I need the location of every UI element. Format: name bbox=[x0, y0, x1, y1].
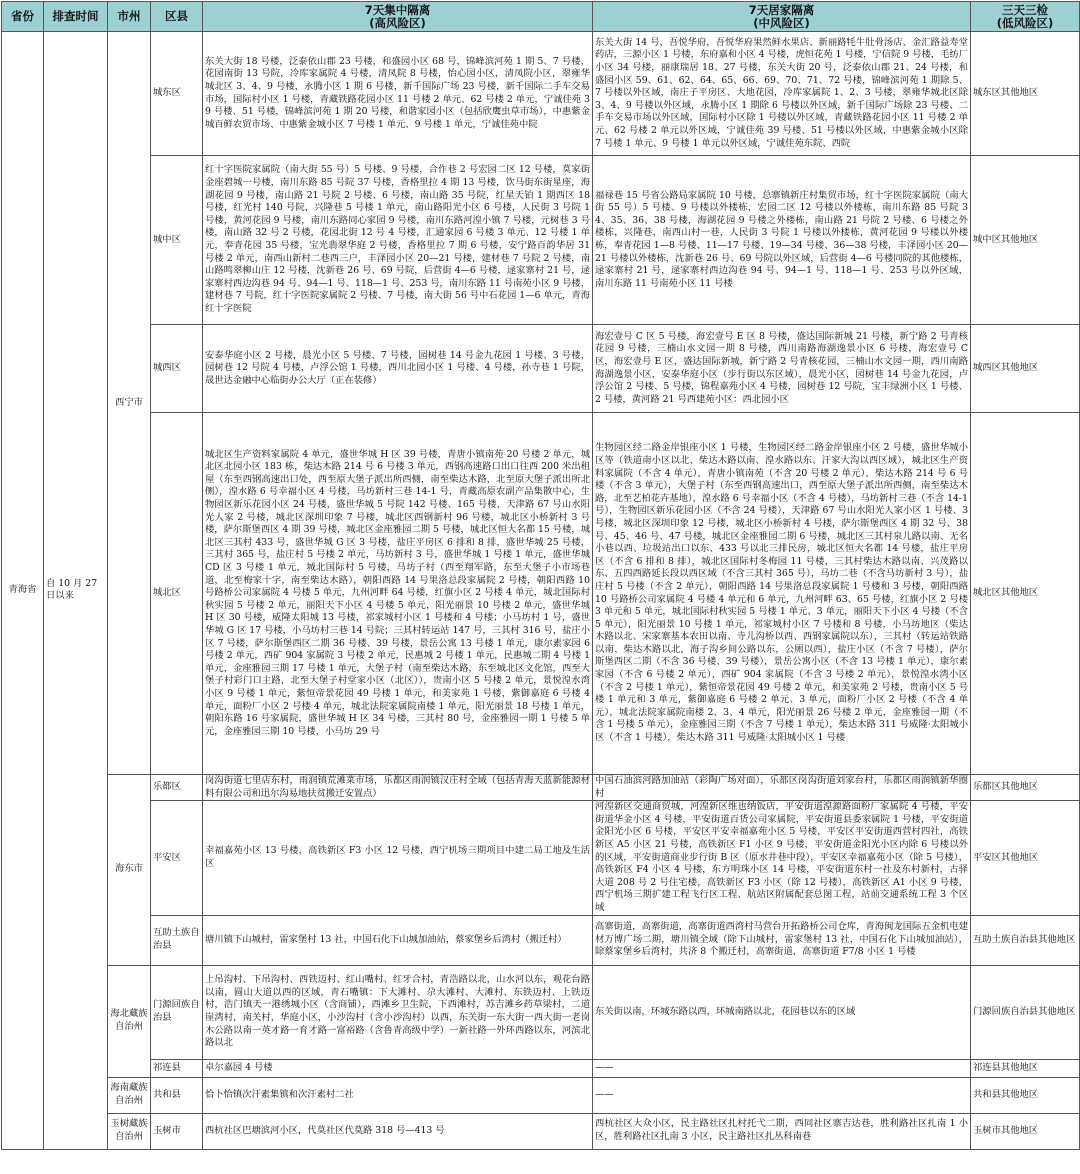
mid-risk-cell: 高寨街道，高寨街道，高寨街道西湾村马营台开拓路桥公司仓库，青海闽龙国际五金机电建材万博广场二期，塘川镇全域（除下山城村，雷家堡村 13 社，中国石化下山城加油站），除蔡家堡乡后湾村，共济 8 个搬迁村，高寨街道，高寨街道 F7/8 小区 1 号楼 bbox=[593, 915, 971, 965]
header-low-risk bbox=[971, 2, 1080, 32]
header-province: 省份 bbox=[2, 2, 44, 32]
county-cell: 平安区 bbox=[151, 801, 203, 915]
low-risk-cell: 城中区其他地区 bbox=[971, 156, 1080, 325]
county-cell: 乐都区 bbox=[151, 775, 203, 801]
header-low-risk-sub: (低风险区) bbox=[996, 15, 1054, 30]
county-cell: 互助土族自治县 bbox=[151, 915, 203, 965]
high-risk-cell: 恰卜恰镇次汗素集镇和次汗素村二社 bbox=[203, 1077, 593, 1113]
high-risk-cell: 红十字医院家属院（南大街 55 号）5 号楼、9 号楼，合作巷 2 号宏园二区 12 号楼，莫家街金座碧城一号楼，南川东路 85 号院 37 号楼，香格里拉 4 期 13 号楼，饮马街东街星座，海湖花园 9 号楼，南山路 21 号院 2 号楼、6 号楼，南山路 35 号院，红星天铂 1 期西区 18 号楼，红光村 140 号院，兴隆巷 5 号楼 1 单元，南山路阳光小区 6 号楼，人民街 3 号院 1 号楼，黄河花园 9 号楼，南川东路同心家园 9 号楼，南川东路河湟小镇 7 号楼，元树巷 3 号楼，南山路 32 号 2 号楼，花园北街 12 号 4 号楼，汇通家园 6 号楼 3 单元、12 号楼 1 单元，奉青花园 35 号楼，宝光翡翠华庭 2 号楼，香格里拉 7 期 6 号楼，安宁路百韵华居 31 号楼 2 单元，南西山新村二巷西三户，丰泽园小区 20—21 号楼，建材巷 7 号院 2 号楼，南山路鸣翠柳山庄 12 号楼，沈新巷 26 号、69 号院，后营街 4—6 号楼，逯家寨村 21 号，逯家寨村西边沟巷 94 号、94—1 号、118—1 号、253 号，南川东路 11 号南苑小区 9 号楼，建材巷 7 号院，红十字医院家属院 2 号楼、7 号楼，南大街 56 号中石花园 1—6 单元，青海红十字医院 bbox=[203, 156, 593, 325]
table-row bbox=[2, 1059, 1080, 1077]
high-risk-cell: 岗沟街道七里店东村，雨润镇荒滩菜市场，乐都区雨润镇汉庄村全域（包括青海天蓝新能源材料有限公司和迅尔沟易地扶贫搬迁安置点） bbox=[203, 775, 593, 801]
low-risk-cell: 乐都区其他地区 bbox=[971, 775, 1080, 801]
mid-risk-cell: 海宏壹号 C 区 5 号楼，海宏壹号 E 区 8 号楼，盛达国际新城 21 号楼，新宁路 2 号青核花园 9 号楼，三楠山水文园一期 8 号楼，西川南路海湖逸景小区 6 号楼，海宏壹号 C 区，海宏壹号 E 区，盛达国际新城，新宁路 2 号青核花园，三楠山水文园一期，西川南路海湖逸景小区，安泰华庭小区（步行街以东区域），晨光小区，园树巷 14 号金九花园，卢浮公馆 2 号楼、5 号楼，锦程嘉苑小区 4 号楼，园树巷 12 号院，宝丰绿洲小区 1 号楼、2 号楼，黄河路 21 号西建苑小区：西北园小区 bbox=[593, 325, 971, 413]
low-risk-cell: 祁连县其他地区 bbox=[971, 1059, 1080, 1077]
header-row bbox=[2, 2, 1080, 32]
city-cell-xining: 西宁市 bbox=[108, 32, 151, 775]
high-risk-cell: 上吊沟村、下吊沟村、西铁迈村、红山嘴村、红牙合村，青浩路以北，山水河以东，观花台路以南，圆山大道以西的区域，青石嘴镇：下大滩村、尕大滩村、大滩村、东铁迈村、上铁迈村，浩门镇天一港绣城小区（含商铺），西滩乡卫生院，下西滩村，苏吉滩乡药草梁村，二道崖湾村，南关村，华庭小区，小沙沟村（含小沙沟村）以西，东关街一东大街一西大街一老岗木公路以南一英才路一育才路一富裕路（含鲁青高级中学）一新社路一外环西路以东，河滨北路以北 bbox=[203, 965, 593, 1059]
mid-risk-cell: 东关大街 14 号，吾悦华府，吾悦华府果然鲜水果店、新丽路牦牛肚骨汤店、金汇路益寿堂药店，三源小区 1 号楼，东府嘉和小区 4 号楼，虎恒花苑 1 号楼，宁信院 9 号楼，毛纺厂小区 34 号楼，丽康瑞居 18、27 号楼，东关大街 20 号，泛泰依山郡 21、24 号楼，和盛园小区 59、61、62、64、65、66、69、70、71、72 号楼，锦峰滨河苑 1 期除 5、7 号楼以外区域，南庄子平房区、大地花园，冷库家属院 1、2、3 号楼，翠雍华城北区除 3、4、9 号楼以外区域，永腾小区 1 期除 6 号楼以外区域，新千国际广场除 23 号楼、二手车交易市场以外区域，国际村小区除 1 号楼以外区域，青藏铁路花园小区 11 号楼 2 单元、62 号楼 2 单元以外区域，宁诚佳苑 39 号楼、51 号楼以外区域，中惠紫金城小区除 7 号楼 1 单元、9 号楼 1 单元以外区域，宁诚佳苑东院、西院 bbox=[593, 32, 971, 156]
header-high-risk bbox=[203, 2, 593, 32]
header-high-risk-sub: (高风险区) bbox=[369, 15, 426, 30]
high-risk-cell: 塘川镇下山城村，雷家堡村 13 社，中国石化下山城加油站，蔡家堡乡后湾村（搬迁村） bbox=[203, 915, 593, 965]
low-risk-cell: 门源回族自治县其他地区 bbox=[971, 965, 1080, 1059]
risk-area-table bbox=[1, 1, 1080, 1150]
mid-risk-cell: 生物园区经二路金岸银座小区 1 号楼，生物园区经二路金岸银座小区 2 号楼，盛世华城小区等（铁道南小区以北、柴达木路以南、湟水路以东、汗家大沟以西区域），城北区生产资料家属院（不含 4 单元），青唐小镇南苑（不含 20 号楼 2 单元），柴达木路 214 号 6 号楼（不含 3 单元），大堡子村（东至西钢高速出口，西至原大堡子派出所西侧，南至柴达木路，北至艺柏花卉基地），湟水路 6 号幸福小区（不含 4 号楼），马坊新村三巷（不含 14-1 号），生物园区新乐花园小区（不含 24 号楼），天津路 67 号山水阳光人家小区 1 号楼、3 号楼，城北区深圳印象 12 号楼，城北区小桥新村 4 号楼，萨尔斯堡西区 4 期 32 号、38 号、45、46 号、47 号楼，城北区金座雅园二期 6 号楼，城北区三其村泉儿路以南、无名小巷以西、垃圾站出口以东、433 号以北三排民房，城北区恒大名都 14 号楼，盐庄平房区（不含 6 排和 8 排），城北区国际村冬梅园 11 号楼，三其村柴达木路以南、兴茂路以东、五四西路延长段以西区域（不含三其村 365 号），马坊二巷（不含马坊新村 3 号），盐庄村 5 号楼（不含 2 单元），朝阳西路 14 号果洛总段家属院 1 号楼和 3 号楼，朝阳西路 10 号路桥公司家属院 4 号楼 4 单元和 6 单元，九州河畔 63、65 号楼，红旗小区 2 号楼 3 单元和 5 单元，城北国际村秋实园 5 号楼 1 单元、3 单元，丽阳天下小区 4 号楼（不含 5 单元），阳光丽景 10 号楼 1 单元，祁家城村小区 7 号楼和 8 号楼，小马坊地区（柴达木路以北、宋家寨基本农田以南、寺儿沟桥以西、西钢家属院以东），三其村（转运站铁路以南、柴达木路以北，海子沟乡间公路以东，公厕以西），盐庄小区（不含 7 号楼），萨尔斯堡西区二期（不含 36 号楼、39 号楼），景岳公寓小区（不含 13 号楼 1 单元），康尔素家园（不含 6 号楼 2 单元），西矿 904 家属院（不含 3 号楼 2 单元），景悦湟水湾小区（不含 2 号楼 1 单元），紫恒帝景花园 49 号楼 2 单元，和美家苑 2 号楼，贵南小区 5 号楼 1 单元和 3 单元，紫御嘉庭 6 号楼 2 单元、3 单元，面粉厂小区 2 号楼（不含 4 单元），城北法院家属院南楼 2、3、4 单元，阳光丽景 26 号楼 2 单元，金座雅园一期（不含 1 号楼 5 单元），金座雅园三期（不含 7 号楼 1 单元），柴达木路 311 号威隆·太阳城小区（不含 1 号楼），柴达木路 311 号威隆·太阳城小区 1 号楼 bbox=[593, 413, 971, 775]
city-cell-hainan: 海南藏族自治州 bbox=[108, 1077, 151, 1113]
high-risk-cell: 幸福嘉苑小区 13 号楼，高铁新区 F3 小区 12 号楼，西宁机场三期项目中建二局工地及生活区 bbox=[203, 801, 593, 915]
table-row bbox=[2, 965, 1080, 1059]
mid-risk-cell: —— bbox=[593, 1059, 971, 1077]
county-cell: 共和县 bbox=[151, 1077, 203, 1113]
high-risk-cell: 安泰华庭小区 2 号楼，晨光小区 5 号楼、7 号楼，园树巷 14 号金九花园 1 号楼、3 号楼，园树巷 12 号院 4 号楼，卢浮公馆 1 号楼，西川北园小区 1 号楼、4 号楼，孙寺巷 1 号院，晟世达金融中心临街办公大厅（正在装修） bbox=[203, 325, 593, 413]
high-risk-cell: 东关大街 18 号楼，泛泰依山郡 23 号楼，和盛园小区 68 号，锦峰滨河苑 1 期 5、7 号楼，花园南街 13 号院，冷库家属院 4 号楼，清凤院 8 号楼，怡心园小区，清凤院小区，翠雍华城北区 3、4、9 号楼，永腾小区 1 期 6 号楼，新千国际广场 23 号楼，新千国际二手车交易市场，国际村小区 1 号楼，青藏铁路花园小区 11 号楼 2 单元、62 号楼 2 单元，宁诚佳苑 39 号楼、51 号楼，锦峰滨河苑 1 期 20 号楼，和谐家园小区（包括欣鹰虫草市场），中惠紫金城百鲜农贸市场、中惠紫金城小区 7 号楼 1 单元、9 号楼 1 单元，宁诚佳苑中院 bbox=[203, 32, 593, 156]
check-time-cell: 自 10 月 27 日以来 bbox=[44, 32, 108, 1150]
table-row bbox=[2, 801, 1080, 915]
low-risk-cell: 共和县其他地区 bbox=[971, 1077, 1080, 1113]
table-row bbox=[2, 325, 1080, 413]
table-row bbox=[2, 32, 1080, 156]
low-risk-cell: 玉树市其他地区 bbox=[971, 1113, 1080, 1149]
county-cell: 祁连县 bbox=[151, 1059, 203, 1077]
city-cell-haibei: 海北藏族自治州 bbox=[108, 965, 151, 1077]
header-city: 市州 bbox=[108, 2, 151, 32]
header-high-risk-title: 7天集中隔离 bbox=[364, 2, 431, 17]
city-cell-yushu: 玉树藏族自治州 bbox=[108, 1113, 151, 1149]
province-cell: 青海省 bbox=[2, 32, 44, 1150]
mid-risk-cell: 福禄巷 15 号省公路局家属院 10 号楼，总寨镇新庄村集贸市场，红十字医院家属院（南大街 55 号）5 号楼、9 号楼以外楼栋，宏园二区 12 号楼以外楼栋，南川东路 85 号院 34、35、36、38 号楼，海湖花园 9 号楼之外楼栋，南山路 21 号院 2 号楼、6 号楼之外楼栋，兴隆巷，南西山村一巷，人民街 3 号院 1 号楼以外楼栋，黄河花园 9 号楼以外楼栋，奉青花园 1—8 号楼、11—17 号楼、19—34 号楼、36—38 号楼，丰泽园小区 20—21 号楼以外楼栋，沈新巷 26 号、69 号院以外区域，后营街 4—6 号楼同院的其他楼栋，逯家寨村 21 号，逯家寨村西边沟巷 94 号、94—1 号、118—1 号、253 号以外区域，南川东路 11 号南苑小区 11 号楼 bbox=[593, 156, 971, 325]
county-cell: 城中区 bbox=[151, 156, 203, 325]
mid-risk-cell: 西杭社区大众小区，民主路社区扎村托弋二期，西同社区寨吉达巷，胜利路社区扎南 1 小区，胜利路社区扎南 3 小区，民主路社区扎丛科南巷 bbox=[593, 1113, 971, 1149]
county-cell: 城北区 bbox=[151, 413, 203, 775]
mid-risk-cell: 中国石油滨河路加油站（彩陶广场对面），乐都区岗沟街道刘家台村，乐都区雨润镇新华圈村 bbox=[593, 775, 971, 801]
city-cell-haidong: 海东市 bbox=[108, 775, 151, 966]
county-cell: 城东区 bbox=[151, 32, 203, 156]
county-cell: 城西区 bbox=[151, 325, 203, 413]
table-row bbox=[2, 156, 1080, 325]
header-low-risk-title: 三天三检 bbox=[1002, 2, 1048, 17]
high-risk-cell: 城北区生产资料家属院 4 单元，盛世华城 H 区 39 号楼，青唐小镇南苑 20 号楼 2 单元，城北区北园小区 183 栋，柴达木路 214 号 6 号楼 3 单元，西钢高速路口出口往西 200 米出租屋（东至西钢高速出口处，西至原大堡子派出所西侧，南至柴达木路，北至原大堡子派出所北侧），湟水路 6 号幸福小区 4 号楼，马坊新村三巷 14-1 号，青藏高原农副产品集散中心，生物园区新乐花园小区 24 号楼，盛世华城 5 号院 142 号楼、165 号楼，天津路 67 号山水阳光人家 2 号楼，城北区深圳印象 7 号楼，城北区西钢新村 96 号楼，城北区小桥新村 3 号楼，萨尔斯堡西区 4 期 39 号楼，城北区金座雅园二期 5 号楼，城北区恒大名都 15 号楼，城北区三其村 433 号，盛世华城 G 区 3 号楼，盐庄平房区 6 排和 8 排，盛世华城 25 号楼，三其村 365 号，盐庄村 5 号楼 2 单元，马坊新村 3 号，盛世华城 1 号楼 1 单元，盛世华城 CD 区 3 号楼 1 单元，城北国际村 5 号楼，马坊子村（西至翔军路，东至大堡子小市场巷道，北至梅家十字，南至柴达木路），朝阳西路 14 号果洛总段家属院 2 号楼，朝阳西路 10 号路桥公司家属院 4 号楼 5 单元，九州河畔 64 号楼，红旗小区 2 号楼 4 单元，城北国际村秋实园 5 号楼 2 单元，丽阳天下小区 4 号楼 5 单元，阳光丽景 10 号楼 2 单元，盛世华城 H 区 30 号楼，威隆太阳城 13 号楼，祁家城村小区 1 号楼和 4 号楼；小马坊村 1 号，盛世华城 G 区 17 号楼，小马坊村三巷 14 号院；三其村转运站 147 号，三其村 316 号，盐庄小区 7 号楼，萨尔斯堡西区二期 36 号楼、39 号楼，景岳公寓 13 号楼 1 单元，康尔素家园 6 号楼 2 单元，西矿 904 家属院 3 号楼 2 单元，民惠城 2 号楼 1 单元，民惠城二期 4 号楼 1 单元，金座雅园三期 17 号楼 1 单元，大堡子村（南至柴达木路，东至城北区文化馆，西至大堡子村彩门口主路，北至大堡子村堂家小区（北区）），贵南小区 5 号楼 2 单元，景悦湟水湾小区 9 号楼 1 单元，紫恒帝景花园 49 号楼 1 单元，和美家苑 1 号楼，紫御嘉庭 6 号楼 4 单元，面粉厂小区 2 号楼 4 单元，城北法院家属院南楼 1 单元，阳光丽景 18 号楼 1 单元，朝阳东路 16 号家属院，盛世华城 H 区 34 号楼，三其村 80 号，金座雅园一期 1 号楼 5 单元，金座雅园三期 10 号楼，小马坊 29 号 bbox=[203, 413, 593, 775]
mid-risk-cell: —— bbox=[593, 1077, 971, 1113]
high-risk-cell: 西杭社区巴塘滨河小区，代莫社区代莫路 318 号—413 号 bbox=[203, 1113, 593, 1149]
mid-risk-cell: 东关街以南，环城东路以西，环城南路以北，花园巷以东的区域 bbox=[593, 965, 971, 1059]
table-row bbox=[2, 413, 1080, 775]
header-mid-risk-sub: (中风险区) bbox=[753, 15, 810, 30]
low-risk-cell: 互助土族自治县其他地区 bbox=[971, 915, 1080, 965]
header-mid-risk bbox=[593, 2, 971, 32]
low-risk-cell: 平安区其他地区 bbox=[971, 801, 1080, 915]
header-mid-risk-title: 7天居家隔离 bbox=[748, 2, 815, 17]
table-row bbox=[2, 1113, 1080, 1149]
table-row bbox=[2, 915, 1080, 965]
county-cell: 玉树市 bbox=[151, 1113, 203, 1149]
table-row bbox=[2, 775, 1080, 801]
county-cell: 门源回族自治县 bbox=[151, 965, 203, 1059]
header-county: 区县 bbox=[151, 2, 203, 32]
mid-risk-cell: 河湟新区交通商贸城，河湟新区维也纳饭店，平安街道湟源路面粉厂家属院 4 号楼，平安街道华金小区 4 号楼，平安街道百货公司家属院，平安街道县委家属院 1 号楼，平安街道金阳光小区 6 号楼，平安区平安幸福嘉苑小区 5 号楼，平安区平安街道西营村四社，高铁新区 A5 小区 21 号楼，高铁新区 F1 小区 9 号楼，平安街道金阳光小区内除 6 号楼以外的区域，平安街道商业步行街 B 区（原水井巷中段），平安区幸福嘉苑小区（除 5 号楼），高铁新区 F4 小区 4 号楼，东方明珠小区 14 号楼，平安街道东村一社及东村新村，古驿大道 208 号 2 号住宅楼，高铁新区 F3 小区（除 12 号楼），高铁新区 A1 小区 9 号楼，西宁机场三期扩建工程飞行区工程、航站区附属配套总图工程，站前交通系统工程 3 个区域 bbox=[593, 801, 971, 915]
low-risk-cell: 城西区其他地区 bbox=[971, 325, 1080, 413]
header-check-time: 排查时间 bbox=[44, 2, 108, 32]
table-row bbox=[2, 1077, 1080, 1113]
high-risk-cell: 卓尔嘉园 4 号楼 bbox=[203, 1059, 593, 1077]
low-risk-cell: 城北区其他地区 bbox=[971, 413, 1080, 775]
low-risk-cell: 城东区其他地区 bbox=[971, 32, 1080, 156]
